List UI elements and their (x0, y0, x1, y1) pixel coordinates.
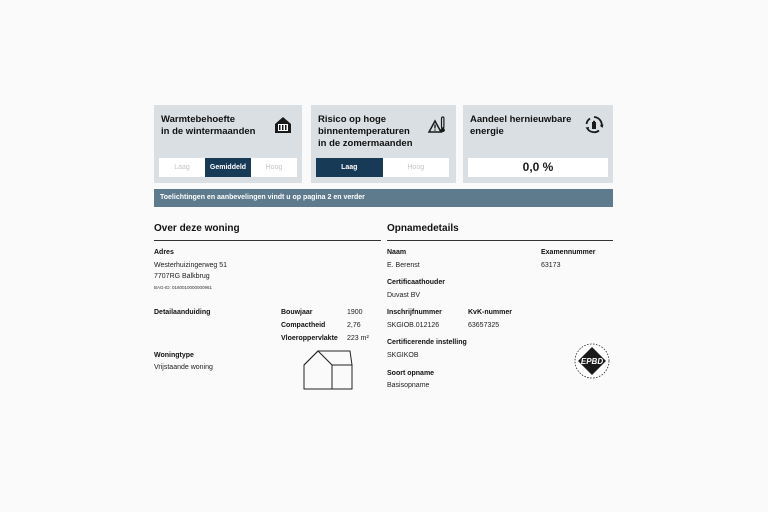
certifying-institution-label: Certificerende instelling (387, 339, 467, 346)
house-heating-icon (273, 115, 293, 135)
detached-house-icon (302, 347, 354, 391)
details-rule (387, 240, 613, 241)
exam-number-value: 63173 (541, 262, 561, 269)
heat-option-low: Laag (174, 164, 190, 171)
address-label: Adres (154, 249, 174, 256)
registration-number-label: Inschrijfnummer (387, 309, 442, 316)
certificate-holder-label: Certificaathouder (387, 279, 445, 286)
overheating-risk-card (311, 105, 456, 183)
renewable-share-title: Aandeel hernieuwbare energie (470, 114, 572, 137)
about-heading: Over deze woning (154, 223, 240, 234)
epbd-logo-icon (573, 342, 611, 380)
heat-option-high: Hoog (265, 164, 283, 171)
compactness-label: Compactheid (281, 322, 326, 329)
about-rule (154, 240, 381, 241)
detail-label: Detailaanduiding (154, 309, 211, 316)
heat-option-medium: Gemiddeld (205, 158, 251, 177)
explanation-banner: Toelichtingen en aanbevelingen vindt u op pagina 2 en verder (154, 189, 613, 207)
survey-type-label: Soort opname (387, 370, 435, 377)
registration-number-value: SKGIOB.012126 (387, 322, 440, 329)
heat-demand-title: Warmtebehoefte in de wintermaanden (161, 114, 256, 137)
address-city: 7707RG Balkbrug (154, 273, 210, 280)
thermometer-warning-icon (427, 115, 447, 135)
kvk-number-value: 63657325 (468, 322, 500, 329)
overheat-option-high: Hoog (407, 164, 425, 171)
name-value: E. Berenst (387, 262, 420, 269)
heat-demand-scale (159, 158, 297, 177)
exam-number-label: Examennummer (541, 249, 596, 256)
bag-id: BAG-ID: 0160010000000961 (154, 285, 213, 290)
floor-area-value: 223 m² (347, 335, 369, 342)
survey-type-value: Basisopname (387, 382, 430, 389)
housing-type-label: Woningtype (154, 352, 194, 359)
svg-text:EPBD: EPBD (580, 357, 604, 366)
renewable-cycle-icon (584, 115, 604, 135)
renewable-share-value: 0,0 % (468, 158, 608, 177)
name-label: Naam (387, 249, 407, 256)
heat-demand-card (154, 105, 302, 183)
details-heading: Opnamedetails (387, 223, 459, 234)
certificate-holder-value: Duvast BV (387, 292, 421, 299)
housing-type-value: Vrijstaande woning (154, 364, 213, 371)
floor-area-label: Vloeroppervlakte (281, 335, 338, 342)
build-year-value: 1900 (347, 309, 363, 316)
renewable-share-card (463, 105, 613, 183)
compactness-value: 2,76 (347, 322, 361, 329)
kvk-number-label: KvK-nummer (468, 309, 512, 316)
build-year-label: Bouwjaar (281, 309, 313, 316)
overheat-option-low: Laag (316, 158, 383, 177)
address-street: Westerhuizingerweg 51 (154, 262, 228, 269)
overheating-risk-scale (316, 158, 449, 177)
overheating-risk-title: Risico op hoge binnentemperaturen in de zomermaanden (318, 114, 413, 149)
certifying-institution-value: SKGIKOB (387, 352, 419, 359)
